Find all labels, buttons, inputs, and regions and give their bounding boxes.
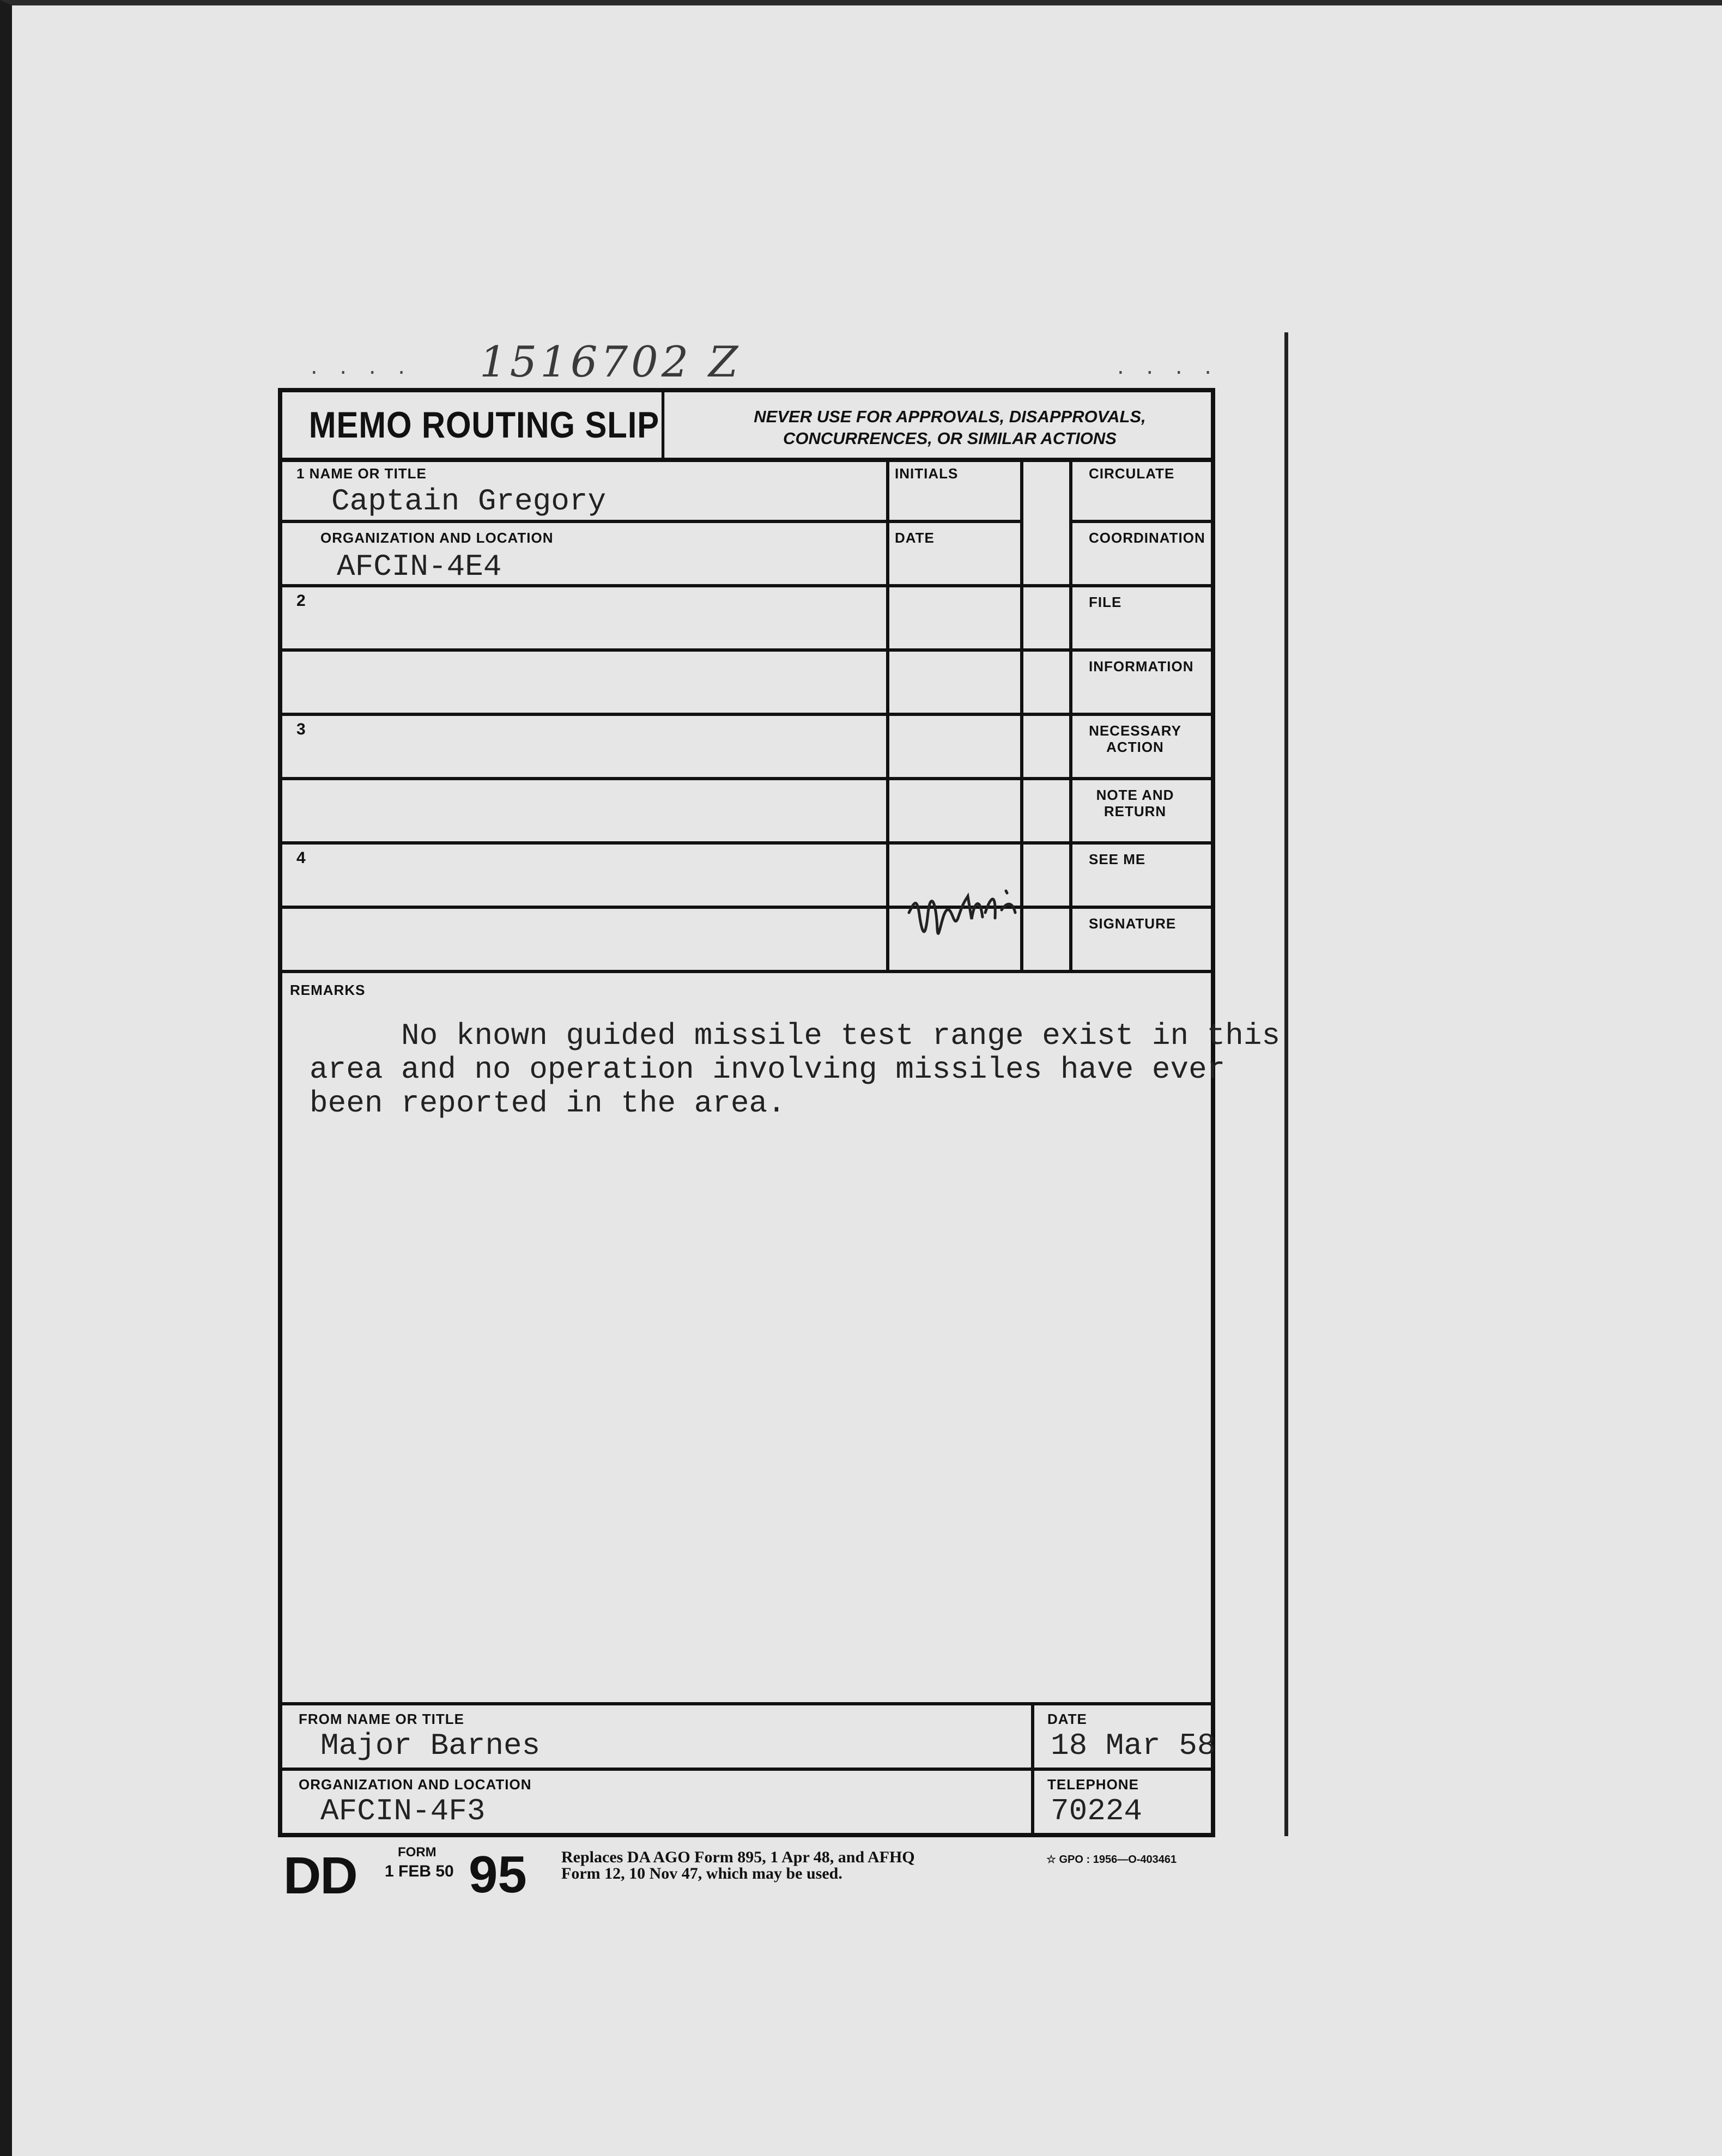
row-line	[282, 520, 886, 523]
org-location-label: ORGANIZATION AND LOCATION	[320, 530, 554, 546]
remarks-text: No known guided missile test range exist in this area and no operation involving missiles have ever been reported in the area.	[310, 1018, 1281, 1121]
warning-line-1: NEVER USE FOR APPROVALS, DISAPPROVALS,	[754, 407, 1146, 426]
action-note-and-return: NOTE AND RETURN	[1096, 787, 1174, 819]
action-necessary-action: NECESSARY ACTION	[1089, 722, 1181, 755]
telephone-label: TELEPHONE	[1047, 1776, 1139, 1793]
handwritten-initials-signature	[904, 880, 1029, 962]
form-title: MEMO ROUTING SLIP	[307, 392, 664, 458]
page-fold-line	[1284, 332, 1288, 1836]
form-word: FORM	[398, 1845, 436, 1860]
date-label: DATE	[895, 530, 935, 546]
remarks-label: REMARKS	[290, 982, 366, 998]
sender-telephone: 70224	[1051, 1794, 1143, 1829]
replaces-line-1: Replaces DA AGO Form 895, 1 Apr 48, and AFHQ	[561, 1848, 915, 1866]
form-date: 1 FEB 50	[385, 1862, 454, 1880]
margin-specks: . . . .	[311, 354, 413, 379]
row-number-3: 3	[296, 720, 306, 738]
from-name-label: FROM NAME OR TITLE	[299, 1711, 464, 1727]
recipient-name: Captain Gregory	[331, 484, 607, 519]
action-signature: SIGNATURE	[1089, 915, 1177, 932]
action-information: INFORMATION	[1089, 658, 1194, 675]
sender-date: 18 Mar 58	[1051, 1728, 1216, 1763]
from-top-line	[282, 1702, 1211, 1705]
sender-org: AFCIN-4F3	[320, 1794, 486, 1829]
action-coordination: COORDINATION	[1089, 530, 1205, 546]
warning-line-2: CONCURRENCES, OR SIMILAR ACTIONS	[783, 429, 1117, 448]
from-org-label: ORGANIZATION AND LOCATION	[299, 1776, 532, 1793]
title-row	[282, 392, 1211, 462]
action-file: FILE	[1089, 594, 1122, 610]
from-mid-line	[282, 1768, 1211, 1771]
sender-name: Major Barnes	[320, 1728, 541, 1763]
replaces-note	[561, 1849, 915, 1882]
col-line-name	[886, 458, 889, 973]
from-date-divider	[1031, 1702, 1034, 1833]
margin-specks-right: . . . .	[1117, 354, 1220, 379]
form-footer	[283, 1843, 1221, 1903]
row-line-initials	[889, 520, 1020, 523]
recipient-org: AFCIN-4E4	[337, 549, 502, 584]
row-number-2: 2	[296, 592, 306, 610]
action-see-me: SEE ME	[1089, 851, 1146, 867]
from-date-label: DATE	[1047, 1711, 1087, 1727]
row-line-actions	[1072, 520, 1211, 523]
col-line-check	[1069, 458, 1072, 973]
dd-mark: DD	[283, 1847, 357, 1905]
replaces-line-2: Form 12, 10 Nov 47, which may be used.	[561, 1865, 842, 1882]
name-or-title-label: 1 NAME OR TITLE	[296, 465, 427, 482]
action-circulate: CIRCULATE	[1089, 465, 1175, 482]
row-number-4: 4	[296, 849, 306, 867]
gpo-code: ☆ GPO : 1956—O-403461	[1046, 1854, 1177, 1866]
form-warning	[689, 398, 1211, 458]
form-number: 95	[469, 1845, 527, 1904]
handwritten-stamp: 1516702 Z	[480, 338, 742, 387]
initials-label: INITIALS	[895, 465, 959, 482]
memo-routing-slip	[278, 388, 1281, 1837]
